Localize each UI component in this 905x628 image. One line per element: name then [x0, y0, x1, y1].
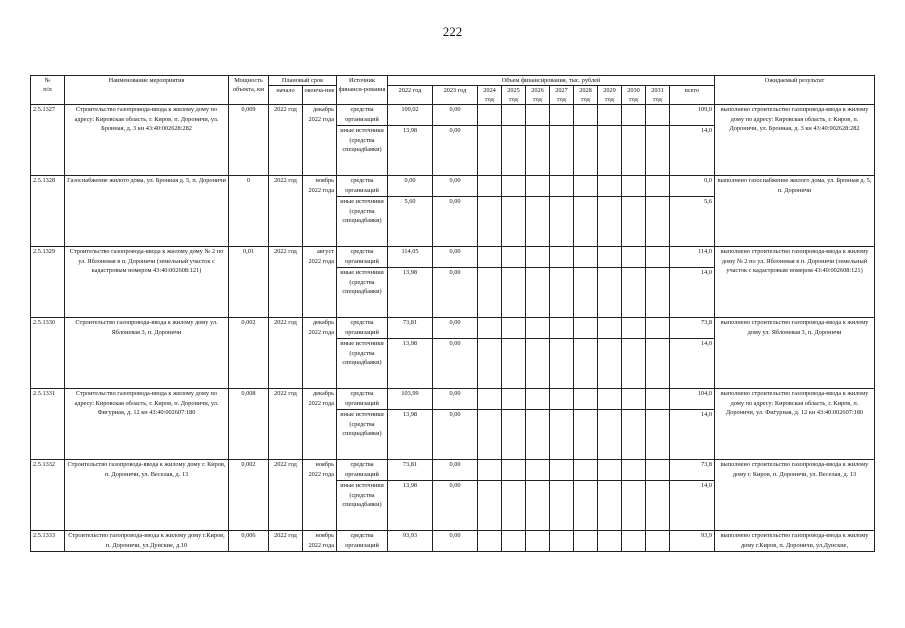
empty-year-cell	[598, 197, 622, 247]
empty-year-cell	[574, 126, 598, 176]
year-header: 2028 год	[574, 86, 598, 105]
amount-2022: 73,81	[388, 460, 433, 481]
start-date: 2022 год	[269, 318, 303, 389]
empty-year-cell	[574, 105, 598, 126]
amount-total: 104,0	[670, 389, 715, 410]
amount-2023: 0,00	[433, 268, 478, 318]
amount-2022: 13,98	[388, 126, 433, 176]
empty-year-cell	[478, 389, 502, 410]
amount-2023: 0,00	[433, 389, 478, 410]
empty-year-cell	[646, 126, 670, 176]
empty-year-cell	[550, 339, 574, 389]
empty-year-cell	[598, 126, 622, 176]
empty-year-cell	[502, 460, 526, 481]
funding-source: средства организаций	[337, 176, 388, 197]
empty-year-cell	[646, 410, 670, 460]
amount-total: 93,9	[670, 531, 715, 552]
empty-year-cell	[478, 318, 502, 339]
col-name-header: Наименование мероприятия	[65, 76, 229, 105]
start-date: 2022 год	[269, 389, 303, 460]
col-funding-header: Объем финансирования, тыс. рублей	[388, 76, 715, 86]
empty-year-cell	[622, 460, 646, 481]
table-row	[31, 176, 875, 197]
end-date: ноябрь 2022 года	[303, 460, 337, 531]
col-power-header: Мощность объекта, км	[229, 76, 269, 105]
funding-source: иные источники (средства спецнадбавки)	[337, 268, 388, 318]
empty-year-cell	[598, 410, 622, 460]
row-number: 2.5.1327	[31, 105, 65, 176]
end-date: август 2022 года	[303, 247, 337, 318]
row-number: 2.5.1330	[31, 318, 65, 389]
year-header: 2031 год	[646, 86, 670, 105]
amount-total: 73,8	[670, 318, 715, 339]
empty-year-cell	[646, 105, 670, 126]
amount-total: 114,0	[670, 247, 715, 268]
amount-2023: 0,00	[433, 339, 478, 389]
empty-year-cell	[550, 531, 574, 552]
measure-name: Строительство газопровода-ввода к жилому дому г. Киров, п. Дороничи, ул. Веселая, д. 13	[65, 460, 229, 531]
measure-name: Строительство газопровода-ввода к жилому дому ул. Яблоневая 3, п. Дороничи	[65, 318, 229, 389]
row-number: 2.5.1331	[31, 389, 65, 460]
measure-name: Строительство газопровода-ввода к жилому дому по адресу: Кировская область, г. Киров, п. Дороничи, ул. Бронная, д. 3 кн 43:40:002628:282	[65, 105, 229, 176]
table-row	[31, 105, 875, 126]
empty-year-cell	[502, 389, 526, 410]
year-header: 2029 год	[598, 86, 622, 105]
col-end-header: оконча-ние	[303, 86, 337, 105]
empty-year-cell	[502, 531, 526, 552]
measure-name: Газоснабжение жилого дома, ул. Бронная д. 5, п. Дороничи	[65, 176, 229, 247]
year-header: 2022 год	[388, 86, 433, 105]
amount-2023: 0,00	[433, 481, 478, 531]
empty-year-cell	[622, 339, 646, 389]
financing-table	[30, 75, 875, 552]
amount-total: 5,6	[670, 197, 715, 247]
funding-source: средства организаций	[337, 389, 388, 410]
empty-year-cell	[550, 197, 574, 247]
measure-name: Строительство газопровода-ввода к жилому дому по адресу: Кировская область, г. Киров, п. Дороничи, ул. Фигурная, д. 12 кн 43:40:002607:180	[65, 389, 229, 460]
funding-source: иные источники (средства спецнадбавки)	[337, 339, 388, 389]
col-source-header: Источник финанси-рования	[337, 76, 388, 105]
amount-total: 14,0	[670, 339, 715, 389]
empty-year-cell	[526, 481, 550, 531]
amount-total: 109,0	[670, 105, 715, 126]
empty-year-cell	[478, 247, 502, 268]
empty-year-cell	[526, 197, 550, 247]
object-power: 0,002	[229, 460, 269, 531]
amount-2023: 0,00	[433, 318, 478, 339]
empty-year-cell	[646, 531, 670, 552]
funding-source: средства организаций	[337, 247, 388, 268]
empty-year-cell	[502, 176, 526, 197]
empty-year-cell	[622, 105, 646, 126]
empty-year-cell	[550, 481, 574, 531]
empty-year-cell	[622, 126, 646, 176]
funding-source: иные источники (средства спецнадбавки)	[337, 481, 388, 531]
empty-year-cell	[502, 318, 526, 339]
amount-total: 0,0	[670, 176, 715, 197]
empty-year-cell	[646, 247, 670, 268]
year-header: 2024 год	[478, 86, 502, 105]
empty-year-cell	[622, 318, 646, 339]
amount-2023: 0,00	[433, 247, 478, 268]
amount-2023: 0,00	[433, 531, 478, 552]
empty-year-cell	[622, 247, 646, 268]
object-power: 0,01	[229, 247, 269, 318]
empty-year-cell	[526, 339, 550, 389]
empty-year-cell	[550, 460, 574, 481]
funding-source: иные источники (средства спецнадбавки)	[337, 126, 388, 176]
funding-source: средства организаций	[337, 105, 388, 126]
row-number: 2.5.1332	[31, 460, 65, 531]
amount-2023: 0,00	[433, 105, 478, 126]
expected-result: выполнено строительство газопровода-ввода к жилому дому г.Киров, п. Дороничи, ул.Дунские,	[715, 531, 875, 552]
empty-year-cell	[622, 410, 646, 460]
amount-2022: 103,99	[388, 389, 433, 410]
col-start-header: начало	[269, 86, 303, 105]
empty-year-cell	[550, 176, 574, 197]
empty-year-cell	[502, 410, 526, 460]
empty-year-cell	[502, 268, 526, 318]
funding-source: средства организаций	[337, 531, 388, 552]
empty-year-cell	[502, 339, 526, 389]
funding-source: иные источники (средства спецнадбавки)	[337, 197, 388, 247]
table-row	[31, 318, 875, 339]
expected-result: выполнено строительство газопровода-ввода к жилому дому № 2 по ул. Яблоневая в п. Дороничи (земельный участок с кадастровым номером 43:40:002608:121)	[715, 247, 875, 318]
year-header: 2027 год	[550, 86, 574, 105]
expected-result: выполнено газоснабжение жилого дома, ул. Бронная д. 5, п. Дороничи	[715, 176, 875, 247]
amount-total: 14,0	[670, 268, 715, 318]
empty-year-cell	[526, 460, 550, 481]
total-header: всего	[670, 86, 715, 105]
empty-year-cell	[526, 410, 550, 460]
empty-year-cell	[550, 410, 574, 460]
start-date: 2022 год	[269, 247, 303, 318]
empty-year-cell	[502, 126, 526, 176]
object-power: 0	[229, 176, 269, 247]
row-number: 2.5.1329	[31, 247, 65, 318]
row-number: 2.5.1333	[31, 531, 65, 552]
empty-year-cell	[478, 126, 502, 176]
empty-year-cell	[574, 197, 598, 247]
empty-year-cell	[526, 247, 550, 268]
empty-year-cell	[526, 389, 550, 410]
table-row	[31, 247, 875, 268]
year-header: 2026 год	[526, 86, 550, 105]
end-date: декабрь 2022 года	[303, 389, 337, 460]
end-date: декабрь 2022 года	[303, 105, 337, 176]
empty-year-cell	[598, 339, 622, 389]
amount-2023: 0,00	[433, 197, 478, 247]
empty-year-cell	[550, 268, 574, 318]
empty-year-cell	[598, 318, 622, 339]
year-header: 2023 год	[433, 86, 478, 105]
year-header: 2030 год	[622, 86, 646, 105]
amount-2023: 0,00	[433, 126, 478, 176]
year-header: 2025 год	[502, 86, 526, 105]
empty-year-cell	[550, 247, 574, 268]
expected-result: выполнено строительство газопровода-ввода к жилому дому г. Киров, п. Дороничи, ул. Веселая, д. 13	[715, 460, 875, 531]
empty-year-cell	[574, 389, 598, 410]
funding-source: иные источники (средства спецнадбавки)	[337, 410, 388, 460]
expected-result: выполнено строительство газопровода-ввода к жилому дому по адресу: Кировская область, г. Киров, п. Дороничи, ул. Фигурная, д. 12 кн 43:40:002607:180	[715, 389, 875, 460]
amount-total: 73,8	[670, 460, 715, 481]
empty-year-cell	[622, 389, 646, 410]
empty-year-cell	[622, 197, 646, 247]
amount-2022: 13,98	[388, 481, 433, 531]
empty-year-cell	[526, 176, 550, 197]
empty-year-cell	[550, 126, 574, 176]
empty-year-cell	[646, 176, 670, 197]
page-number: 222	[442, 24, 463, 39]
empty-year-cell	[598, 531, 622, 552]
empty-year-cell	[574, 460, 598, 481]
start-date: 2022 год	[269, 176, 303, 247]
table-body	[31, 105, 875, 552]
empty-year-cell	[646, 268, 670, 318]
empty-year-cell	[598, 481, 622, 531]
amount-total: 14,0	[670, 481, 715, 531]
amount-2022: 5,60	[388, 197, 433, 247]
col-term-header: Плановый срок	[269, 76, 337, 86]
empty-year-cell	[646, 460, 670, 481]
empty-year-cell	[574, 247, 598, 268]
empty-year-cell	[526, 126, 550, 176]
funding-source: средства организаций	[337, 318, 388, 339]
end-date: декабрь 2022 года	[303, 318, 337, 389]
empty-year-cell	[646, 481, 670, 531]
empty-year-cell	[646, 318, 670, 339]
object-power: 0,009	[229, 105, 269, 176]
expected-result: выполнено строительство газопровода-ввода к жилому дому по адресу: Кировская область, г. Киров, п. Дороничи, ул. Бронная, д. 3 кн 43:40:002628:282	[715, 105, 875, 176]
empty-year-cell	[646, 197, 670, 247]
empty-year-cell	[478, 460, 502, 481]
empty-year-cell	[574, 410, 598, 460]
empty-year-cell	[478, 481, 502, 531]
empty-year-cell	[526, 318, 550, 339]
measure-name: Строительство газопровода-ввода к жилому дому г.Киров, п. Дороничи, ул.Дунские, д.10	[65, 531, 229, 552]
empty-year-cell	[598, 389, 622, 410]
start-date: 2022 год	[269, 460, 303, 531]
measure-name: Строительство газопровода-ввода к жилому дому № 2 по ул. Яблоневая в п. Дороничи (земельный участок с кадастровым номером 43:40:002608:121)	[65, 247, 229, 318]
empty-year-cell	[526, 531, 550, 552]
amount-2022: 0,00	[388, 176, 433, 197]
empty-year-cell	[574, 318, 598, 339]
empty-year-cell	[622, 268, 646, 318]
amount-2022: 73,81	[388, 318, 433, 339]
empty-year-cell	[598, 176, 622, 197]
amount-2022: 13,98	[388, 268, 433, 318]
empty-year-cell	[598, 247, 622, 268]
amount-2022: 114,05	[388, 247, 433, 268]
col-num-header: № п/п	[31, 76, 65, 105]
empty-year-cell	[598, 460, 622, 481]
empty-year-cell	[502, 247, 526, 268]
empty-year-cell	[502, 197, 526, 247]
amount-2022: 13,98	[388, 410, 433, 460]
start-date: 2022 год	[269, 531, 303, 552]
amount-total: 14,0	[670, 126, 715, 176]
amount-2022: 93,93	[388, 531, 433, 552]
amount-2023: 0,00	[433, 410, 478, 460]
amount-2023: 0,00	[433, 176, 478, 197]
empty-year-cell	[526, 105, 550, 126]
empty-year-cell	[646, 389, 670, 410]
col-result-header: Ожидаемый результат	[715, 76, 875, 105]
empty-year-cell	[574, 481, 598, 531]
empty-year-cell	[550, 318, 574, 339]
object-power: 0,006	[229, 531, 269, 552]
empty-year-cell	[598, 268, 622, 318]
empty-year-cell	[622, 176, 646, 197]
empty-year-cell	[478, 410, 502, 460]
empty-year-cell	[478, 105, 502, 126]
start-date: 2022 год	[269, 105, 303, 176]
amount-2023: 0,00	[433, 460, 478, 481]
empty-year-cell	[646, 339, 670, 389]
empty-year-cell	[526, 268, 550, 318]
table-header	[31, 76, 875, 105]
table-row	[31, 389, 875, 410]
empty-year-cell	[622, 531, 646, 552]
expected-result: выполнено строительство газопровода-ввода к жилому дому ул. Яблоневая 3, п. Дороничи	[715, 318, 875, 389]
amount-2022: 13,98	[388, 339, 433, 389]
empty-year-cell	[622, 481, 646, 531]
empty-year-cell	[574, 268, 598, 318]
object-power: 0,008	[229, 389, 269, 460]
empty-year-cell	[598, 105, 622, 126]
empty-year-cell	[574, 339, 598, 389]
row-number: 2.5.1328	[31, 176, 65, 247]
empty-year-cell	[478, 176, 502, 197]
empty-year-cell	[478, 197, 502, 247]
empty-year-cell	[550, 105, 574, 126]
table-row	[31, 460, 875, 481]
empty-year-cell	[502, 481, 526, 531]
end-date: ноябрь 2022 года	[303, 531, 337, 552]
empty-year-cell	[478, 339, 502, 389]
table-row	[31, 531, 875, 552]
empty-year-cell	[478, 268, 502, 318]
funding-source: средства организаций	[337, 460, 388, 481]
empty-year-cell	[574, 531, 598, 552]
end-date: ноябрь 2022 года	[303, 176, 337, 247]
object-power: 0,002	[229, 318, 269, 389]
amount-total: 14,0	[670, 410, 715, 460]
empty-year-cell	[574, 176, 598, 197]
empty-year-cell	[550, 389, 574, 410]
empty-year-cell	[478, 531, 502, 552]
empty-year-cell	[502, 105, 526, 126]
amount-2022: 109,02	[388, 105, 433, 126]
